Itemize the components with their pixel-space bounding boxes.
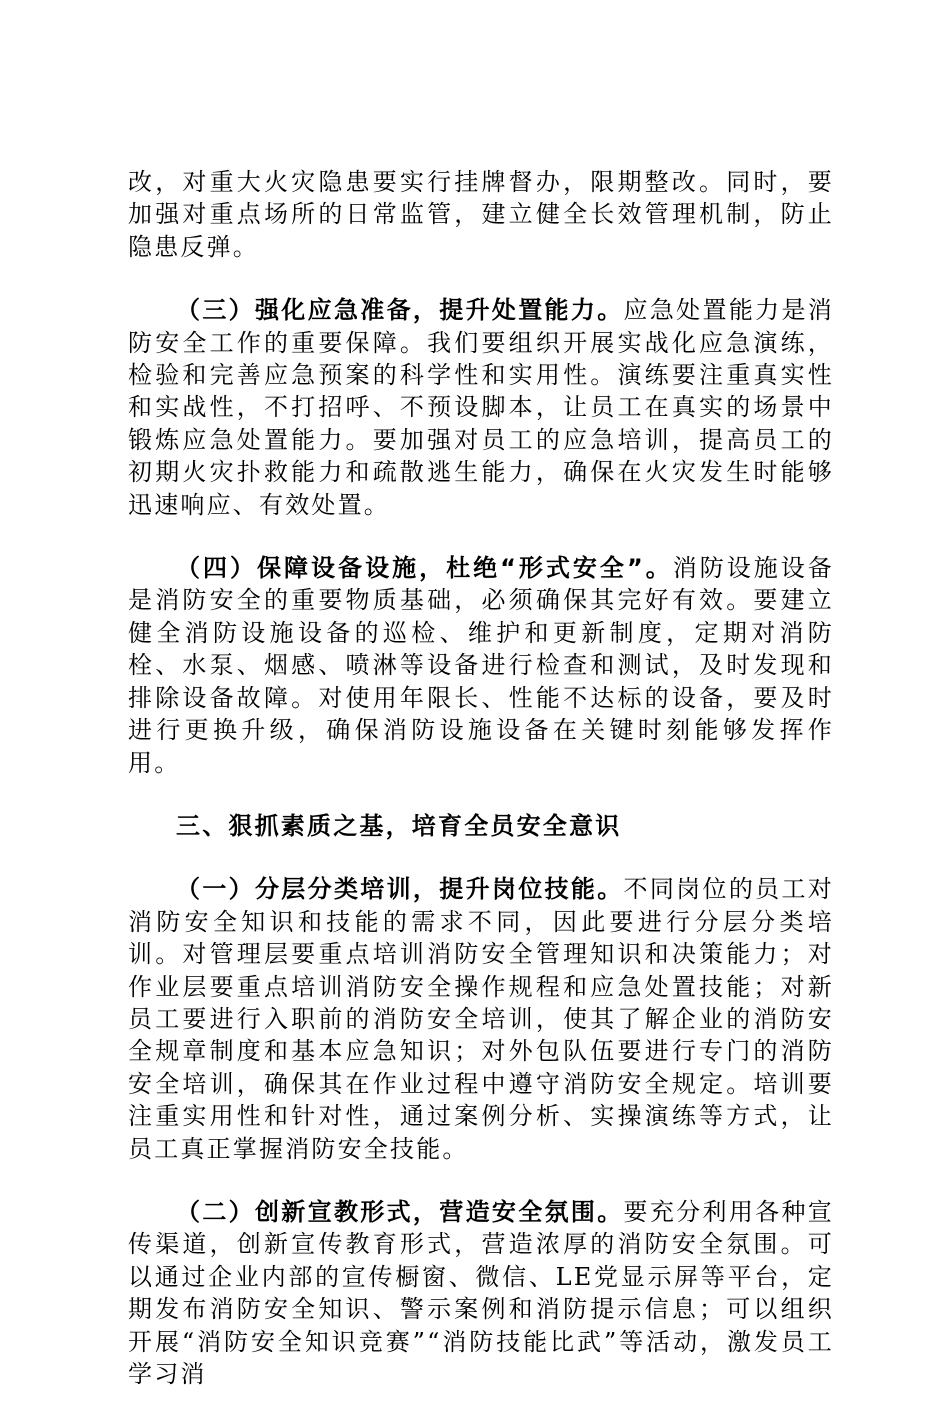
- paragraph-lead-heading: （一）分层分类培训，提升岗位技能。: [176, 875, 624, 904]
- paragraph-body: 应急处置能力是消防安全工作的重要保障。我们要组织开展实战化应急演练，检验和完善应急预案的科学性和实用性。演练要注重真实性和实战性，不打招呼、不预设脚本，让员工在真实的场景中锻炼应急处置能力。要加强对员工的应急培训，提高员工的初期火灾扑救能力和疏散逃生能力，确保在火灾发生时能够迅速响应、有效处置。: [128, 296, 834, 519]
- paragraph-equipment-facilities: [128, 552, 834, 779]
- paragraph-continuation: [128, 166, 834, 263]
- paragraph-lead-heading: （三）强化应急准备，提升处置能力。: [176, 296, 624, 325]
- paragraph-body: 消防设施设备是消防安全的重要物质基础，必须确保其完好有效。要建立健全消防设施设备的巡检、维护和更新制度，定期对消防栓、水泵、烟感、喷淋等设备进行检查和测试，及时发现和排除设备故障。对使用年限长、性能不达标的设备，要及时进行更换升级，确保消防设施设备在关键时刻能够发挥作用。: [128, 554, 834, 777]
- paragraph-emergency-preparedness: [128, 294, 834, 521]
- document-page: [128, 166, 834, 1421]
- paragraph-body: 改，对重大火灾隐患要实行挂牌督办，限期整改。同时，要加强对重点场所的日常监管，建立健全长效管理机制，防止隐患反弹。: [128, 168, 834, 261]
- paragraph-body: 不同岗位的员工对消防安全知识和技能的需求不同，因此要进行分层分类培训。对管理层要重点培训消防安全管理知识和决策能力；对作业层要重点培训消防安全操作规程和应急处置技能；对新员工要进行入职前的消防安全培训，使其了解企业的消防安全规章制度和基本应急知识；对外包队伍要进行专门的消防安全培训，确保其在作业过程中遵守消防安全规定。培训要注重实用性和针对性，通过案例分析、实操演练等方式，让员工真正掌握消防安全技能。: [128, 875, 834, 1163]
- paragraph-lead-heading: （二）创新宣教形式，营造安全氛围。: [176, 1197, 624, 1226]
- paragraph-layered-training: [128, 873, 834, 1165]
- paragraph-body: 要充分利用各种宣传渠道，创新宣传教育形式，营造浓厚的消防安全氛围。可以通过企业内部的宣传橱窗、微信、LE党显示屏等平台，定期发布消防安全知识、警示案例和消防提示信息；可以组织开展“消防安全知识竞赛”“消防技能比武”等活动，激发员工学习消: [128, 1197, 834, 1388]
- section-heading: 三、狠抓素质之基，培育全员安全意识: [176, 811, 622, 840]
- paragraph-lead-heading: （四）保障设备设施，杜绝“形式安全”。: [176, 554, 673, 583]
- paragraph-publicity-education: [128, 1196, 834, 1390]
